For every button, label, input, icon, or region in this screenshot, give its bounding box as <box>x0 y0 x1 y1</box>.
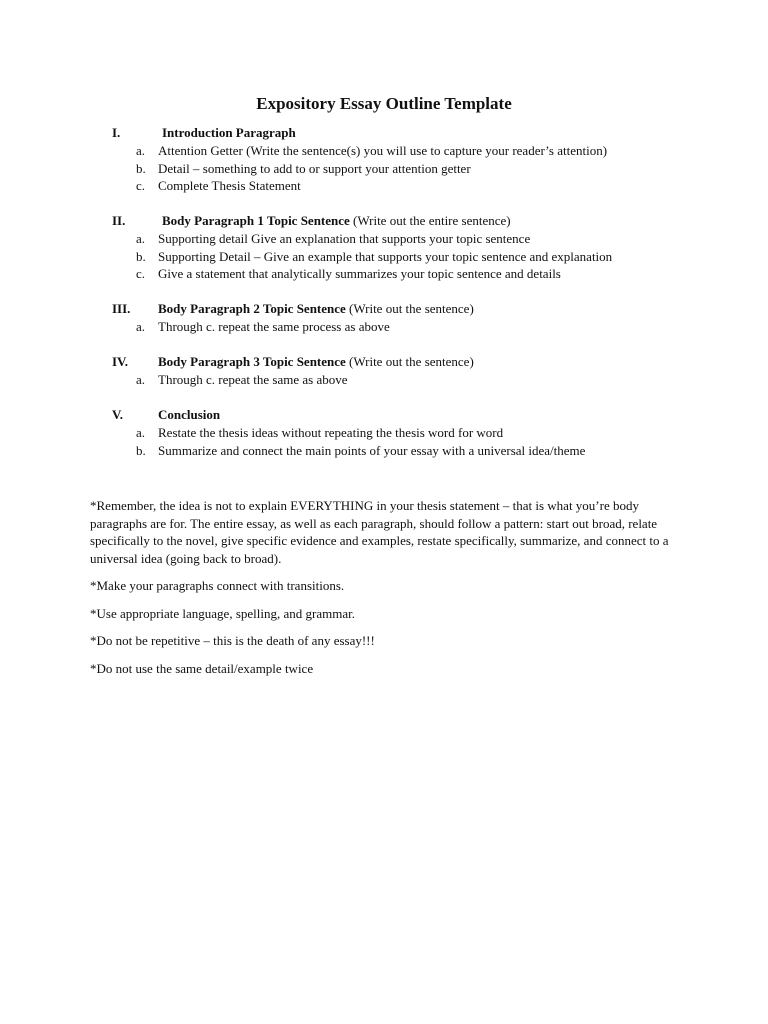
note-transitions: *Make your paragraphs connect with transitions. <box>90 578 345 593</box>
section-heading <box>162 124 296 142</box>
item-text: Through c. repeat the same as above <box>158 372 348 387</box>
item-letter: b. <box>136 248 146 264</box>
item-letter: c. <box>136 266 146 281</box>
section-heading-row <box>0 353 768 371</box>
item-text: Through c. repeat the same process as above <box>158 319 390 334</box>
item-letter: a. <box>136 425 146 440</box>
item-letter: a. <box>136 372 146 387</box>
outline-item <box>0 160 768 178</box>
outline-section-body-1 <box>0 212 768 283</box>
item-letter: a. <box>136 319 146 334</box>
section-heading-row <box>0 406 768 424</box>
page-title: Expository Essay Outline Template <box>256 94 512 113</box>
item-letter: b. <box>136 160 146 176</box>
section-heading-bold: Body Paragraph 3 Topic Sentence <box>158 354 346 369</box>
item-text: Attention Getter (Write the sentence(s) you will use to capture your reader’s attention) <box>158 143 608 158</box>
outline-item <box>0 265 768 283</box>
outline-section-body-2 <box>0 300 768 336</box>
note-language: *Use appropriate language, spelling, and grammar. <box>90 605 355 621</box>
section-numeral: III. <box>112 301 131 316</box>
outline-section-introduction <box>0 124 768 195</box>
section-numeral: II. <box>112 213 126 228</box>
section-heading-row <box>0 212 768 230</box>
section-heading <box>162 212 511 230</box>
item-letter: a. <box>136 231 146 246</box>
outline-item <box>0 424 768 442</box>
item-text: Detail – something to add to or support your attention getter <box>158 160 471 176</box>
item-letter: a. <box>136 143 146 158</box>
note-same-detail: *Do not use the same detail/example twice <box>90 660 314 676</box>
section-heading-row <box>0 124 768 142</box>
section-heading-bold: Conclusion <box>158 407 221 422</box>
section-heading-bold: Body Paragraph 2 Topic Sentence <box>158 301 346 316</box>
outline <box>0 124 768 477</box>
outline-item <box>0 177 768 195</box>
section-heading-note: (Write out the entire sentence) <box>349 213 511 228</box>
section-numeral: I. <box>112 125 121 140</box>
section-heading <box>158 353 474 371</box>
section-heading-note: (Write out the sentence) <box>345 354 474 369</box>
item-text: Give a statement that analytically summarizes your topic sentence and details <box>158 266 561 281</box>
outline-section-conclusion <box>0 406 768 459</box>
outline-item <box>0 142 768 160</box>
item-text: Supporting Detail – Give an example that supports your topic sentence and explanation <box>158 248 613 264</box>
section-heading-bold: Introduction Paragraph <box>162 125 296 140</box>
notes <box>90 497 680 687</box>
outline-section-body-3 <box>0 353 768 389</box>
item-text: Complete Thesis Statement <box>158 178 301 193</box>
item-letter: c. <box>136 178 146 193</box>
outline-item <box>0 442 768 460</box>
item-text: Restate the thesis ideas without repeating the thesis word for word <box>158 425 504 440</box>
outline-item <box>0 371 768 389</box>
item-letter: b. <box>136 442 146 458</box>
item-text: Supporting detail Give an explanation that supports your topic sentence <box>158 231 531 246</box>
section-heading-note: (Write out the sentence) <box>345 301 474 316</box>
section-numeral: IV. <box>112 354 129 369</box>
section-heading-row <box>0 300 768 318</box>
outline-item <box>0 318 768 336</box>
item-text: Summarize and connect the main points of your essay with a universal idea/theme <box>158 442 586 458</box>
note-remember: *Remember, the idea is not to explain EVERYTHING in your thesis statement – that is what you’re body paragraphs are for. The entire essay, as well as each paragraph, should follow a pattern: start out broad, relate specifically to the novel, give specific evidence and examples, restate specifically, summarize, and connect to a universal idea (going back to broad). <box>90 498 669 566</box>
note-repetitive: *Do not be repetitive – this is the death of any essay!!! <box>90 633 375 648</box>
outline-item <box>0 248 768 266</box>
section-heading <box>158 300 474 318</box>
section-heading <box>158 406 220 424</box>
section-heading-bold: Body Paragraph 1 Topic Sentence <box>162 213 350 228</box>
outline-item <box>0 230 768 248</box>
section-numeral: V. <box>112 407 123 422</box>
